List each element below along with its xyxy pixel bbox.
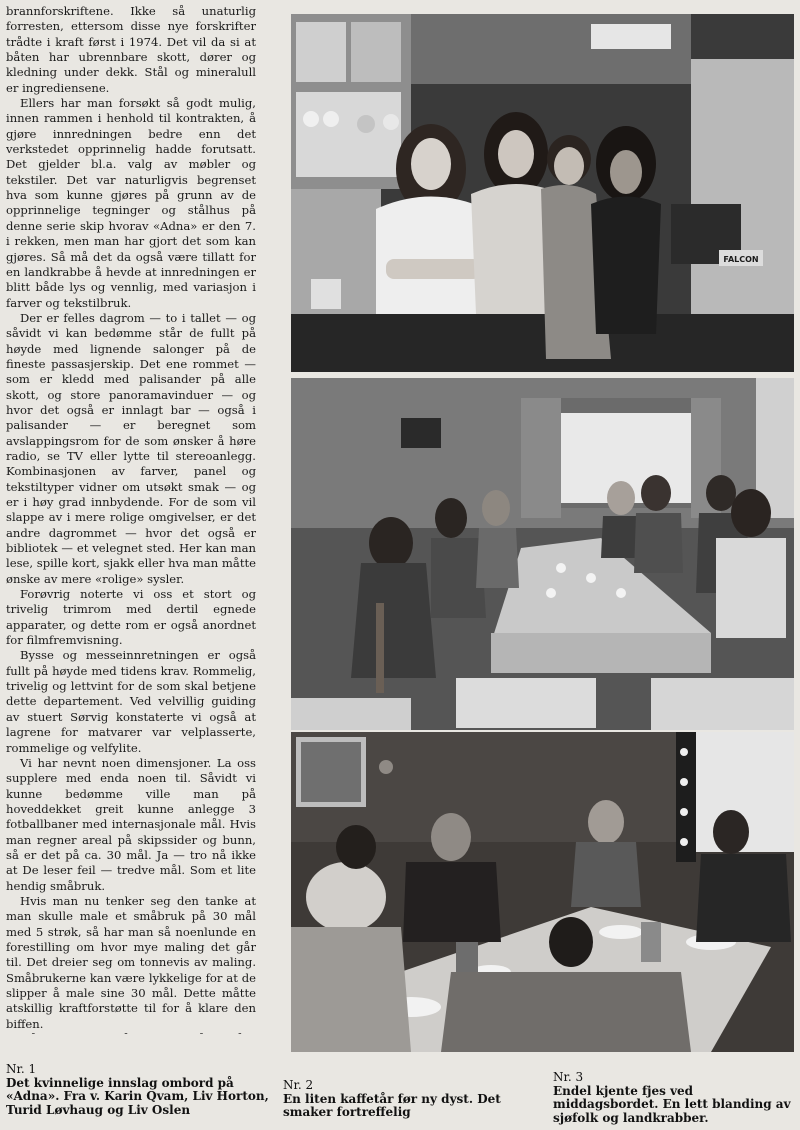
article-paragraph: Hvis man nu tenker seg den tanke at man skulle male et småbruk på 30 mål med 5 strøk, så har man så noenlunde en forestilling om hvor mye maling det går til. Det dreier seg om tonnevis av maling. Småbrukerne kan være lykkelige for at de slipper å male sine 30 mål. Dette måtte atskillig kraftforstøtte til for å klare den biffen. [6, 893, 256, 1031]
photo-coffee-break-image [291, 378, 794, 730]
photo-coffee-break [291, 378, 794, 730]
photo-dinner-table-image [291, 732, 794, 1052]
article-paragraph: Bysse og messeinnretningen er også fullt på høyde med tidens krav. Rommelig, trivelig og lettvint for de som skal betjene dette departement. Ved velvillig guiding av stuert Sørvig konstaterte vi også at lagrene for matvarer var velplasserte, rommelige og velfylite. [6, 648, 256, 755]
caption-text: En liten kaffetår før ny dyst. Det smaker fortreffelig [283, 1091, 501, 1120]
caption-number: Nr. 1 [6, 1062, 37, 1076]
caption-photo-1 [6, 1063, 276, 1117]
photo-women-galley-image [291, 14, 794, 372]
article-text-column [6, 4, 256, 1034]
article-paragraph: Forøvrig noterte vi oss et stort og trivelig trimrom med dertil egnede apparater, og dette rom er også anordnet for filmfremvisning. [6, 587, 256, 648]
caption-photo-2 [283, 1079, 553, 1120]
caption-number: Nr. 3 [553, 1070, 584, 1084]
article-paragraph: brannforskriftene. Ikke så unaturlig forresten, ettersom disse nye forskrifter trådte i kraft først i 1974. Det vil da si at båten har ubrennbare skott, dører og kledning under dekk. Stål og mineralull er ingrediensene. [6, 4, 256, 95]
photo-dinner-table [291, 732, 794, 1052]
caption-text: Det kvinnelige innslag ombord på «Adna». Fra v. Karin Qvam, Liv Horton, Turid Løvhaug og Liv Oslen [6, 1075, 269, 1117]
article-paragraph [6, 1032, 256, 1034]
falcon-sign-text: FALCON [723, 255, 759, 264]
photo-women-galley [291, 14, 794, 372]
caption-number: Nr. 2 [283, 1078, 314, 1092]
article-paragraph: Vi har nevnt noen dimensjoner. La oss supplere med enda noen til. Såvidt vi kunne bedømme ville man på hoveddekket greit kunne anlegge 3 fotballbaner med internasjonale mål. Hvis man regner areal på skipssider og bunn, så er det på ca. 30 mål. Ja — tro nå ikke at De leser feil — tredve mål. Som et lite hendig småbruk. [6, 755, 256, 893]
caption-photo-3 [553, 1071, 798, 1125]
article-paragraph: Der er felles dagrom — to i tallet — og såvidt vi kan bedømme står de fullt på høyde med lignende salonger på de fineste passasjerskip. Det ene rommet — som er kledd med palisander på alle skott, og store panoramavinduer — og hvor det også er innlagt bar — også i palisander — er beregnet som avslappingsrom for de som ønsker å høre radio, se TV eller lytte til stereoanlegg. Kombinasjonen av farver, panel og tekstiltyper vidner om utsøkt smak — og er i høy grad innbydende. For de som vil slappe av i mere rolige omgivelser, er det andre dagrommet — hvor det også er bibliotek — et velegnet sted. Her kan man lese, spille kort, sjakk eller hva man måtte ønske av mere «rolige» sysler. [6, 310, 256, 586]
article-paragraph: Ellers har man forsøkt så godt mulig, innen rammen i henhold til kontrakten, å gjøre innredningen bedre enn det verkstedet opprinnelig hadde forutsatt. Det gjelder bl.a. valg av møbler og tekstiler. Det var naturligvis begrenset hva som kunne gjøres på grunn av de opprinnelige tegninger og stålhus på denne serie skip hvorav «Adna» er den 7. i rekken, men man har gjort det som kan gjøres. Så må det da også være tillatt for en landkrabbe å hevde at innredningen er blitt både lys og vennlig, med variasjon i farver og tekstilbruk. [6, 96, 256, 310]
caption-text: Endel kjente fjes ved middagsbordet. En lett blanding av sjøfolk og landkrabber. [553, 1083, 791, 1125]
